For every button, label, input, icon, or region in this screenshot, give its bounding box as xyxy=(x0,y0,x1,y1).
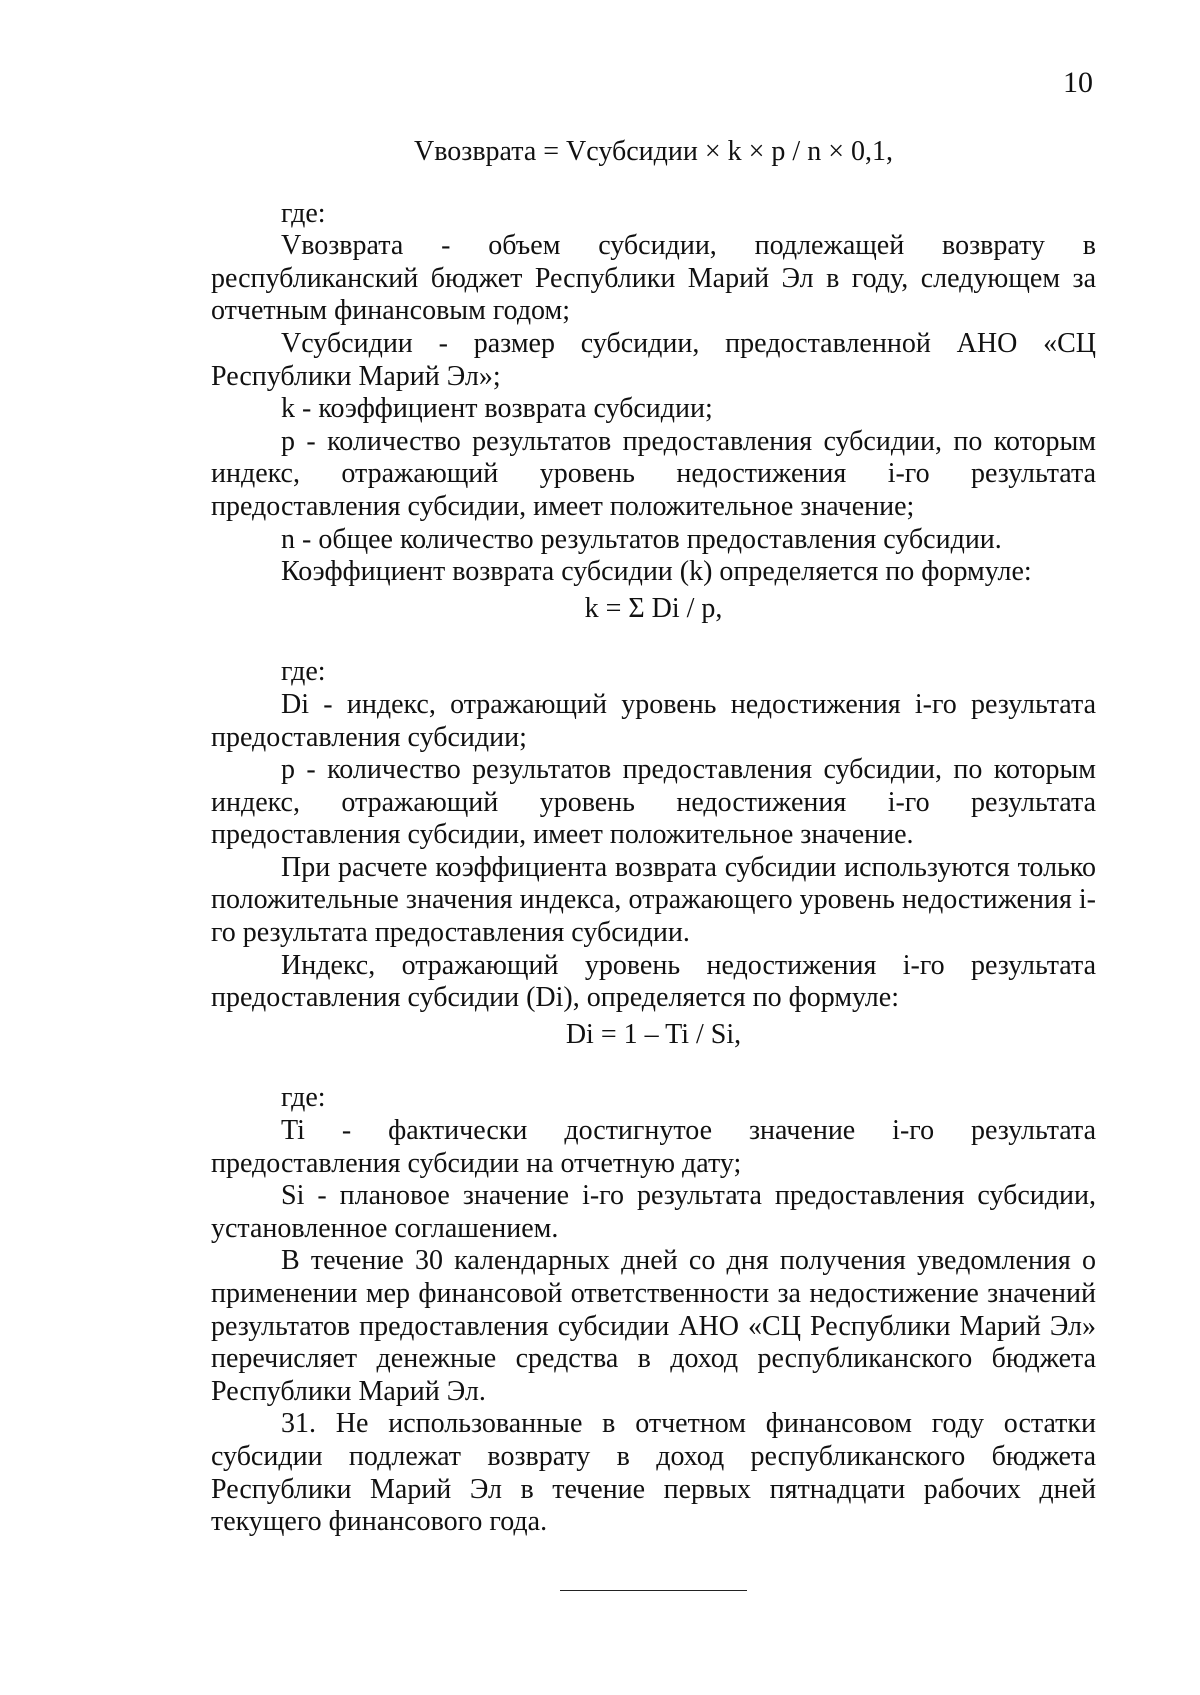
where-label: где: xyxy=(281,197,326,229)
definition-ti: Ti - фактически достигнутое значение i-го результата предоставления субсидии на отчетную дату; xyxy=(211,1115,1096,1179)
index-intro: Индекс, отражающий уровень недостижения i-го результата предоставления субсидии (Di), определяется по формуле: xyxy=(211,949,1096,1014)
definition-v-subsidy: Vсубсидии - размер субсидии, предоставленной АНО «СЦ Республики Марий Эл»; xyxy=(211,327,1096,392)
definition-di: Di - индекс, отражающий уровень недостижения i-го результата предоставления субсидии; xyxy=(211,688,1096,753)
document-body xyxy=(211,136,1096,1539)
formula-index: Di = 1 – Ti / Si, xyxy=(565,1018,742,1050)
end-separator-line xyxy=(560,1590,747,1591)
definition-p: р - количество результатов предоставления субсидии, по которым индекс, отражающий уровень недостижения i-го результата предоставления субсидии, имеет положительное значение; xyxy=(211,425,1096,522)
paragraph-31: 31. Не использованные в отчетном финансовом году остатки субсидии подлежат возврату в доход республиканского бюджета Республики Марий Эл в течение первых пятнадцати рабочих дней текущего финансового года. xyxy=(211,1408,1096,1538)
definition-k: k - коэффициент возврата субсидии; xyxy=(281,393,713,425)
paragraph-30-days: В течение 30 календарных дней со дня получения уведомления о применении мер финансовой ответственности за недостижение значений результатов предоставления субсидии АНО «СЦ Республики Марий Эл» перечисляет денежные средства в доход республиканского бюджета Республики Марий Эл. xyxy=(211,1245,1096,1407)
definition-p-repeat: р - количество результатов предоставления субсидии, по которым индекс, отражающий уровень недостижения i-го результата предоставления субсидии, имеет положительное значение. xyxy=(211,754,1096,851)
where-label: где: xyxy=(281,1082,326,1114)
definition-n: n - общее количество результатов предоставления субсидии. xyxy=(281,523,1002,555)
formula-coefficient: k = Σ Di / p, xyxy=(584,592,723,624)
where-label: где: xyxy=(281,656,326,688)
definition-si: Si - плановое значение i-го результата предоставления субсидии, установленное соглашением. xyxy=(211,1180,1096,1244)
definition-v-return: Vвозврата - объем субсидии, подлежащей возврату в республиканский бюджет Республики Марий Эл в году, следующем за отчетным финансовым годом; xyxy=(211,230,1096,327)
paragraph-positive-values: При расчете коэффициента возврата субсидии используются только положительные значения индекса, отражающего уровень недостижения i-го результата предоставления субсидии. xyxy=(211,851,1096,949)
formula-return-volume: Vвозврата = Vсубсидии × k × p / n × 0,1, xyxy=(414,136,893,167)
coefficient-intro: Коэффициент возврата субсидии (k) определяется по формуле: xyxy=(281,556,1032,588)
page-number: 10 xyxy=(1063,66,1093,99)
